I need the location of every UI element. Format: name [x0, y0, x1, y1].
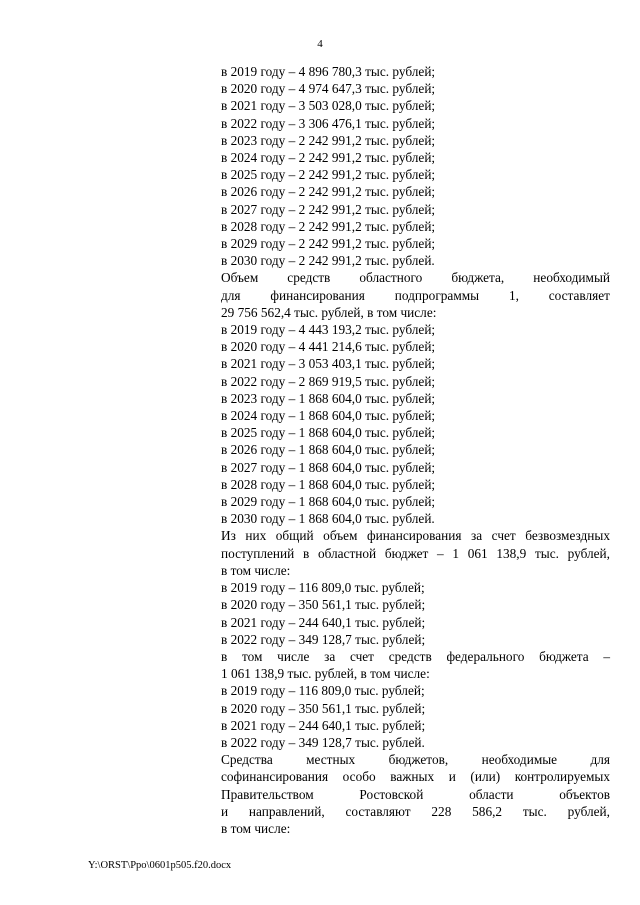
list-item: в 2021 году – 3 503 028,0 тыс. рублей; — [221, 98, 436, 114]
list-item: в 2019 году – 4 443 193,2 тыс. рублей; — [221, 322, 436, 338]
list-item: в 2026 году – 2 242 991,2 тыс. рублей; — [221, 184, 436, 200]
list-item: в 2021 году – 3 053 403,1 тыс. рублей; — [221, 356, 436, 372]
regional-budget-by-year-list — [221, 321, 610, 527]
paragraph-line: Правительством Ростовской области объектов — [221, 786, 610, 802]
list-item: в 2028 году – 1 868 604,0 тыс. рублей; — [221, 476, 436, 492]
list-item: в 2022 году – 2 869 919,5 тыс. рублей; — [221, 373, 436, 389]
paragraph-line: софинансирования особо важных и (или) контролируемых — [221, 769, 610, 785]
list-item: в 2019 году – 116 809,0 тыс. рублей; — [221, 580, 425, 596]
list-item: в 2021 году – 244 640,1 тыс. рублей; — [221, 614, 426, 630]
budget-total-by-year-list — [221, 63, 610, 269]
list-item: в 2029 году – 2 242 991,2 тыс. рублей; — [221, 236, 436, 252]
list-item: в 2020 году – 4 441 214,6 тыс. рублей; — [221, 339, 436, 355]
paragraph-line: в том числе: — [221, 562, 291, 578]
local-budgets-paragraph — [221, 751, 610, 837]
list-item: в 2030 году – 2 242 991,2 тыс. рублей. — [221, 253, 435, 269]
paragraph-line: для финансирования подпрограммы 1, составляет — [221, 287, 610, 303]
list-item: в 2019 году – 116 809,0 тыс. рублей; — [221, 683, 425, 699]
federal-budget-paragraph — [221, 648, 610, 682]
paragraph-line: 1 061 138,9 тыс. рублей, в том числе: — [221, 666, 430, 682]
list-item: в 2022 году – 3 306 476,1 тыс. рублей; — [221, 115, 436, 131]
grants-by-year-list — [221, 579, 610, 648]
list-item: в 2027 году – 2 242 991,2 тыс. рублей; — [221, 201, 436, 217]
list-item: в 2028 году – 2 242 991,2 тыс. рублей; — [221, 218, 436, 234]
list-item: в 2023 году – 2 242 991,2 тыс. рублей; — [221, 132, 436, 148]
list-item: в 2023 году – 1 868 604,0 тыс. рублей; — [221, 390, 436, 406]
document-body — [221, 63, 610, 837]
list-item: в 2020 году – 350 561,1 тыс. рублей; — [221, 700, 426, 716]
list-item: в 2020 году – 4 974 647,3 тыс. рублей; — [221, 81, 436, 97]
list-item: в 2019 году – 4 896 780,3 тыс. рублей; — [221, 64, 436, 79]
list-item: в 2025 году – 2 242 991,2 тыс. рублей; — [221, 167, 436, 183]
paragraph-line: в том числе за счет средств федерального бюджета – — [221, 648, 610, 664]
list-item: в 2024 году – 2 242 991,2 тыс. рублей; — [221, 150, 436, 166]
federal-by-year-list — [221, 682, 610, 751]
paragraph-line: поступлений в областной бюджет – 1 061 138,9 тыс. рублей, — [221, 545, 610, 561]
list-item: в 2022 году – 349 128,7 тыс. рублей. — [221, 734, 425, 750]
list-item: в 2020 году – 350 561,1 тыс. рублей; — [221, 597, 426, 613]
paragraph-line: Объем средств областного бюджета, необходимый — [221, 270, 610, 286]
paragraph-line: в том числе: — [221, 820, 291, 836]
page-number: 4 — [317, 38, 323, 50]
grants-paragraph — [221, 527, 610, 579]
paragraph-line: 29 756 562,4 тыс. рублей, в том числе: — [221, 304, 437, 320]
footer-file-path: Y:\ORST\Ppo\0601p505.f20.docx — [88, 860, 232, 871]
list-item: в 2030 году – 1 868 604,0 тыс. рублей. — [221, 511, 435, 527]
list-item: в 2024 году – 1 868 604,0 тыс. рублей; — [221, 408, 436, 424]
list-item: в 2029 году – 1 868 604,0 тыс. рублей; — [221, 494, 436, 510]
regional-budget-paragraph — [221, 269, 610, 321]
list-item: в 2027 году – 1 868 604,0 тыс. рублей; — [221, 459, 436, 475]
list-item: в 2026 году – 1 868 604,0 тыс. рублей; — [221, 442, 436, 458]
list-item: в 2022 году – 349 128,7 тыс. рублей; — [221, 631, 426, 647]
paragraph-line: Средства местных бюджетов, необходимые для — [221, 752, 610, 768]
list-item: в 2021 году – 244 640,1 тыс. рублей; — [221, 717, 426, 733]
list-item: в 2025 году – 1 868 604,0 тыс. рублей; — [221, 425, 436, 441]
paragraph-line: Из них общий объем финансирования за счет безвозмездных — [221, 528, 610, 544]
paragraph-line: и направлений, составляют 228 586,2 тыс. рублей, — [221, 803, 610, 819]
